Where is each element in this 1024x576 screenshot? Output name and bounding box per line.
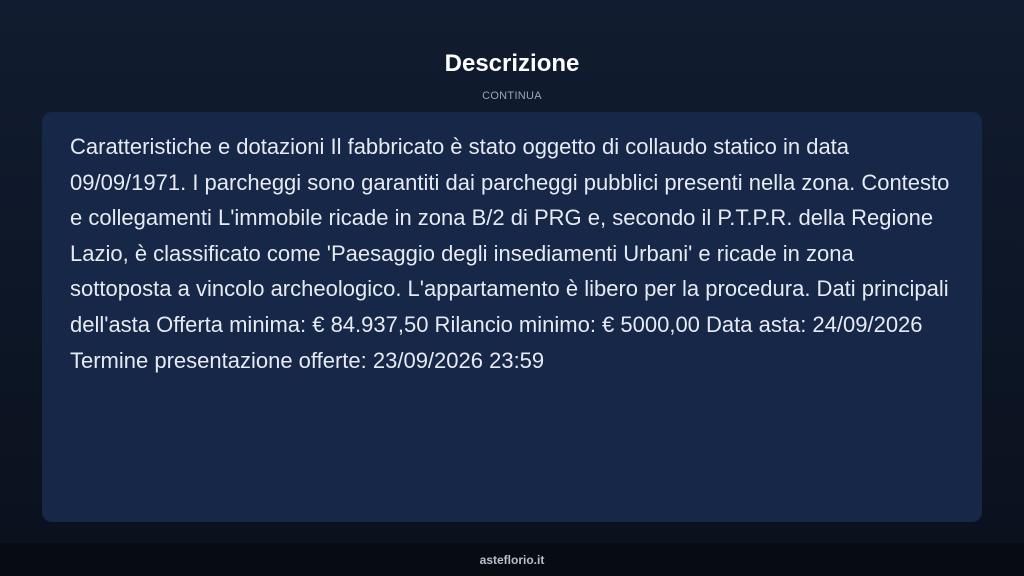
continue-label: CONTINUA [482, 90, 542, 102]
footer-domain: asteflorio.it [479, 553, 545, 567]
description-card [42, 112, 982, 522]
description-text: Caratteristiche e dotazioni Il fabbricato è stato oggetto di collaudo statico in data 09/09/1971. I parcheggi sono garantiti dai parcheggi pubblici presenti nella zona. Contesto e collegamenti L'immobile ricade in zona B/2 di PRG e, secondo il P.T.P.R. della Regione Lazio, è classificato come 'Paesaggio degli insediamenti Urbani' e ricade in zona sottoposta a vincolo archeologico. L'appartamento è libero per la procedura. Dati principali dell'asta Offerta minima: € 84.937,50 Rilancio minimo: € 5000,00 Data asta: 24/09/2026 Termine presentazione offerte: 23/09/2026 23:59 [70, 134, 950, 373]
footer-bar [0, 543, 1024, 576]
page-title: Descrizione [444, 50, 580, 77]
